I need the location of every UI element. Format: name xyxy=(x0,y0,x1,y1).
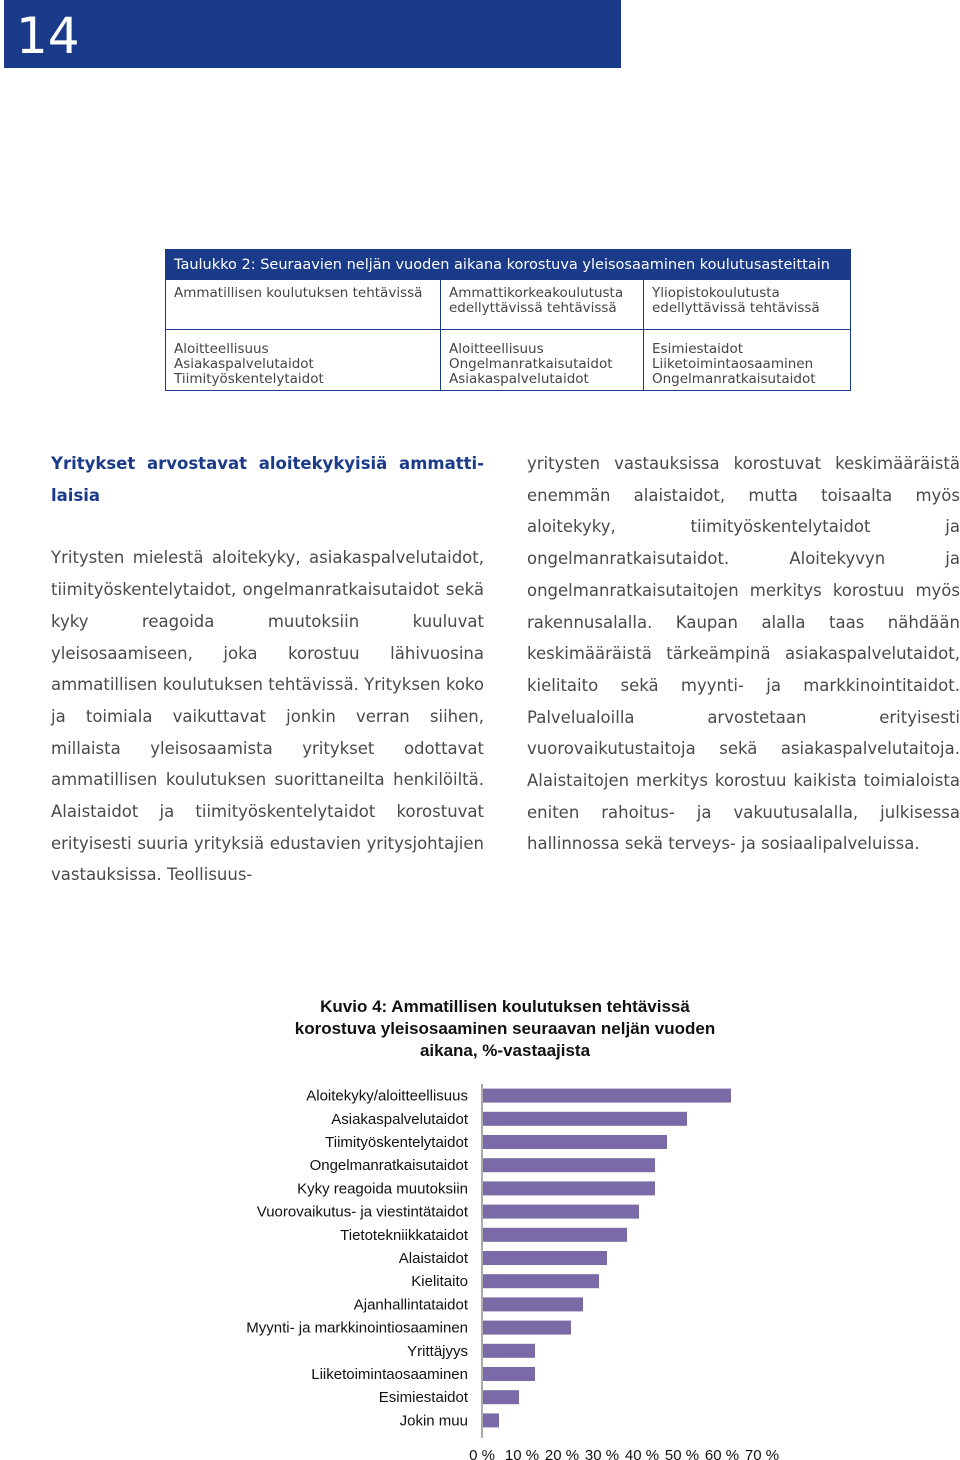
x-tick-label: 40 % xyxy=(624,1447,660,1460)
table-cell-polytechnic: Aloitteellisuus Ongelmanratkaisutaidot Asiakaspalvelutaidot xyxy=(441,330,644,390)
category-label: Jokin muu xyxy=(399,1412,468,1430)
bar xyxy=(483,1112,687,1126)
category-label: Alaistaidot xyxy=(398,1250,468,1267)
category-label: Vuorovaikutus- ja viestintätaidot xyxy=(256,1203,468,1221)
category-label: Asiakaspalvelutaidot xyxy=(331,1110,468,1128)
category-label: Ongelmanratkaisutaidot xyxy=(309,1157,468,1175)
category-label: Aloitekyky/aloitteellisuus xyxy=(306,1087,468,1105)
bar xyxy=(483,1390,519,1404)
skills-table xyxy=(165,249,851,391)
x-tick-label: 70 % xyxy=(744,1447,780,1460)
table-header-vocational: Ammatillisen koulutuksen tehtävissä xyxy=(166,280,441,330)
bar xyxy=(483,1135,667,1149)
bar xyxy=(483,1089,731,1103)
article-body-left: Yritysten mielestä aloitekyky, asiakaspalvelutaidot, tiimityöskentelytaidot, ongelmanratkaisutaidot sekä kyky reagoida muutoksiin kuuluvat yleisosaamiseen, joka korostuu lähivuosina ammatillisen koulutuksen tehtävissä. Yrityksen koko ja toimiala vaikuttavat jonkin verran siihen, millaista yleisosaamista yritykset odottavat ammatillisen koulutuksen suorittaneilta henkilöiltä. Alaistaidot ja tiimityöskentelytaidot korostuvat erityisesti suuria yrityksiä edustavien yritysjohtajien vastauksissa. Teollisuus- xyxy=(51,548,484,885)
article-right-column xyxy=(527,448,960,860)
bar xyxy=(483,1228,627,1242)
article-heading: Yritykset arvostavat aloitekykyisiä ammatti-laisia xyxy=(51,454,484,505)
bar xyxy=(483,1158,655,1172)
article-left-column xyxy=(51,448,484,891)
article-body-right: yritysten vastauksissa korostuvat keskimääräistä enemmän alaistaidot, mutta toisaalta myös aloitekyky, tiimityöskentelytaidot ja ongelmanratkaisutaidot. Aloitekyvyn ja ongelmanratkaisutaitojen merkitys korostuu myös rakennusalalla. Kaupan alalla taas nähdään keskimääräistä tärkeämpinä asiakaspalvelutaidot, kielitaito sekä myynti- ja markkinointitaidot. Palvelualoilla arvostetaan erityisesti vuorovaikutustaitoja sekä asiakaspalvelutaitoja. Alaistaitojen merkitys korostuu kaikista toimialoista eniten rahoitus- ja vakuutusalalla, julkisessa hallinnossa sekä terveys- ja sosiaalipalveluissa. xyxy=(527,454,960,854)
x-tick-label: 10 % xyxy=(504,1447,540,1460)
x-tick-label: 0 % xyxy=(469,1447,495,1460)
page-number: 14 xyxy=(4,0,621,68)
table-header-row xyxy=(166,280,850,330)
bar xyxy=(483,1205,639,1219)
table-cell-vocational: Aloitteellisuus Asiakaspalvelutaidot Tiimityöskentelytaidot xyxy=(166,330,441,390)
bar-chart xyxy=(0,1080,960,1460)
bar xyxy=(483,1413,499,1427)
figure-title: Kuvio 4: Ammatillisen koulutuksen tehtävissä korostuva yleisosaaminen seuraavan neljän vuoden aikana, %-vastaajista xyxy=(294,997,716,1060)
table-header-polytechnic: Ammattikorkeakoulutusta edellyttävissä tehtävissä xyxy=(441,280,644,330)
bar xyxy=(483,1297,583,1311)
x-tick-label: 50 % xyxy=(664,1447,700,1460)
table-row xyxy=(166,330,850,390)
x-tick-label: 20 % xyxy=(544,1447,580,1460)
x-tick-label: 30 % xyxy=(584,1447,620,1460)
bar xyxy=(483,1251,607,1265)
category-label: Tiimityöskentelytaidot xyxy=(325,1134,468,1151)
category-label: Esimiestaidot xyxy=(378,1389,468,1407)
category-label: Myynti- ja markkinointiosaaminen xyxy=(246,1319,468,1337)
table-cell-university: Esimiestaidot Liiketoimintaosaaminen Ongelmanratkaisutaidot xyxy=(652,341,816,387)
x-tick-label: 60 % xyxy=(704,1447,740,1460)
category-label: Kyky reagoida muutoksiin xyxy=(297,1180,468,1198)
category-label: Ajanhallintataidot xyxy=(353,1296,468,1314)
table-caption: Taulukko 2: Seuraavien neljän vuoden aikana korostuva yleisosaaminen koulutusasteittain xyxy=(166,250,850,280)
bar xyxy=(483,1181,655,1195)
category-label: Yrittäjyys xyxy=(407,1342,468,1360)
bar xyxy=(483,1367,535,1381)
table-header-university: Yliopistokoulutusta edellyttävissä tehtävissä xyxy=(644,280,850,330)
category-label: Liiketoimintaosaaminen xyxy=(311,1366,468,1383)
bar xyxy=(483,1274,599,1288)
bar xyxy=(483,1344,535,1358)
bar xyxy=(483,1321,571,1335)
category-label: Tietotekniikkataidot xyxy=(340,1226,468,1244)
category-label: Kielitaito xyxy=(411,1273,468,1291)
